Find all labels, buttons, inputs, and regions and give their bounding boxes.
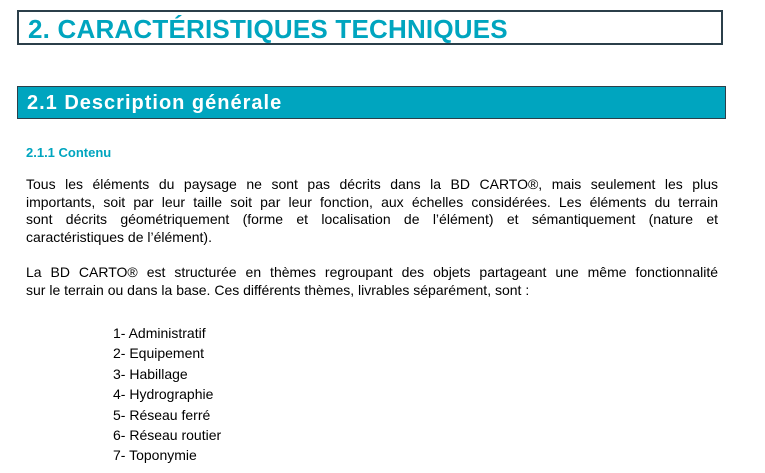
list-item: 6- Réseau routier: [113, 426, 222, 443]
list-item: 7- Toponymie: [113, 447, 197, 464]
list-item: 3- Habillage: [113, 365, 188, 382]
section-heading-box: [17, 86, 726, 119]
paragraph-line: caractéristiques de l’élément).: [26, 228, 212, 245]
list-item: 5- Réseau ferré: [113, 406, 211, 423]
paragraph-line: importants, soit par leur taille soit par leur fonction, aux échelles considérées. Les éléments du terrain: [26, 193, 718, 210]
paragraph-line: La BD CARTO® est structurée en thèmes regroupant des objets partageant une même fonctionnalité: [26, 264, 718, 280]
subsection-heading: 2.1.1 Contenu: [26, 145, 112, 160]
section-heading: 2.1 Description générale: [27, 92, 283, 114]
chapter-heading-box: [17, 10, 723, 45]
paragraph-line: sur le terrain ou dans la base. Ces différents thèmes, livrables séparément, sont :: [26, 281, 530, 298]
list-item: 4- Hydrographie: [113, 386, 214, 403]
paragraph-line: Tous les éléments du paysage ne sont pas décrits dans la BD CARTO®, mais seulement les plus: [26, 176, 718, 192]
paragraph-line: sont décrits géométriquement (forme et localisation de l’élément) et sémantiquement (nature et: [26, 211, 718, 227]
paragraph-contenu: [26, 176, 718, 246]
list-item: 1- Administratif: [113, 325, 206, 341]
list-item: 2- Equipement: [113, 345, 205, 362]
paragraph-structure: [26, 264, 718, 299]
theme-list: [113, 323, 221, 466]
chapter-heading: 2. CARACTÉRISTIQUES TECHNIQUES: [28, 14, 508, 44]
